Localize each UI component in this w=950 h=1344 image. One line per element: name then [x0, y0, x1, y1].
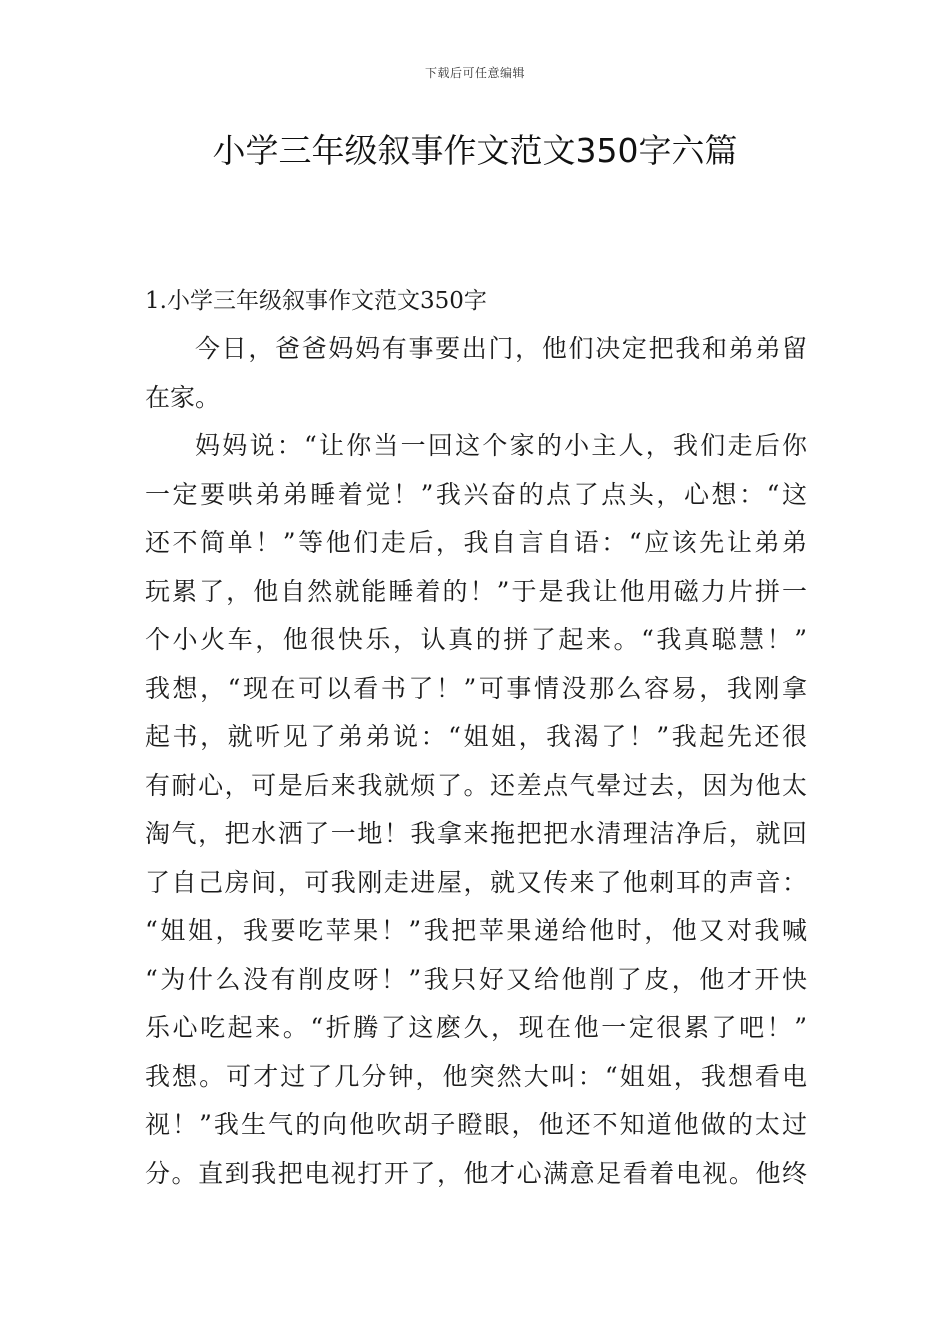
- paragraph-line: 分。直到我把电视打开了，他才心满意足看着电视。他终: [145, 1158, 807, 1188]
- paragraph-line: 我想。可才过了几分钟，他突然大叫：“姐姐，我想看电: [145, 1061, 807, 1091]
- paragraph-line: 妈妈说：“让你当一回这个家的小主人，我们走后你: [195, 431, 807, 460]
- section-heading: 1.小学三年级叙事作文范文350字: [145, 288, 487, 314]
- document-title: 小学三年级叙事作文范文350字六篇: [212, 131, 738, 170]
- paragraph-line: “姐姐，我要吃苹果！”我把苹果递给他时，他又对我喊: [145, 916, 807, 945]
- paragraph-line: “为什么没有削皮呀！”我只好又给他削了皮，他才开快: [145, 964, 807, 994]
- paragraph-line: 起书，就听见了弟弟说：“姐姐，我渴了！”我起先还很: [145, 722, 807, 751]
- paragraph-line: 还不简单！”等他们走后，我自言自语：“应该先让弟弟: [145, 528, 807, 557]
- paragraph-line: 视！”我生气的向他吹胡子瞪眼，他还不知道他做的太过: [145, 1110, 807, 1139]
- paragraph-line: 玩累了，他自然就能睡着的！”于是我让他用磁力片拼一: [145, 576, 807, 606]
- paragraph-line: 淘气，把水洒了一地！我拿来拖把把水清理洁净后，就回: [145, 819, 807, 848]
- paragraph-line: 今日，爸爸妈妈有事要出门，他们决定把我和弟弟留: [195, 334, 807, 363]
- paragraph-line: 在家。: [145, 382, 221, 412]
- paragraph-line: 一定要哄弟弟睡着觉！”我兴奋的点了点头，心想：“这: [145, 479, 807, 509]
- paragraph-line: 有耐心，可是后来我就烦了。还差点气晕过去，因为他太: [145, 770, 807, 800]
- paragraph-line: 个小火车，他很快乐，认真的拼了起来。“我真聪慧！”: [145, 625, 807, 654]
- paragraph-2: [145, 422, 807, 1198]
- page-header-note: 下载后可任意编辑: [424, 66, 525, 80]
- paragraph-line: 了自己房间，可我刚走进屋，就又传来了他刺耳的声音：: [145, 867, 807, 897]
- paragraph-line: 我想，“现在可以看书了！”可事情没那么容易，我刚拿: [145, 673, 807, 703]
- paragraph-line: 乐心吃起来。“折腾了这麽久，现在他一定很累了吧！”: [145, 1013, 807, 1042]
- document-body: [145, 277, 807, 1198]
- paragraph-1: [145, 325, 807, 422]
